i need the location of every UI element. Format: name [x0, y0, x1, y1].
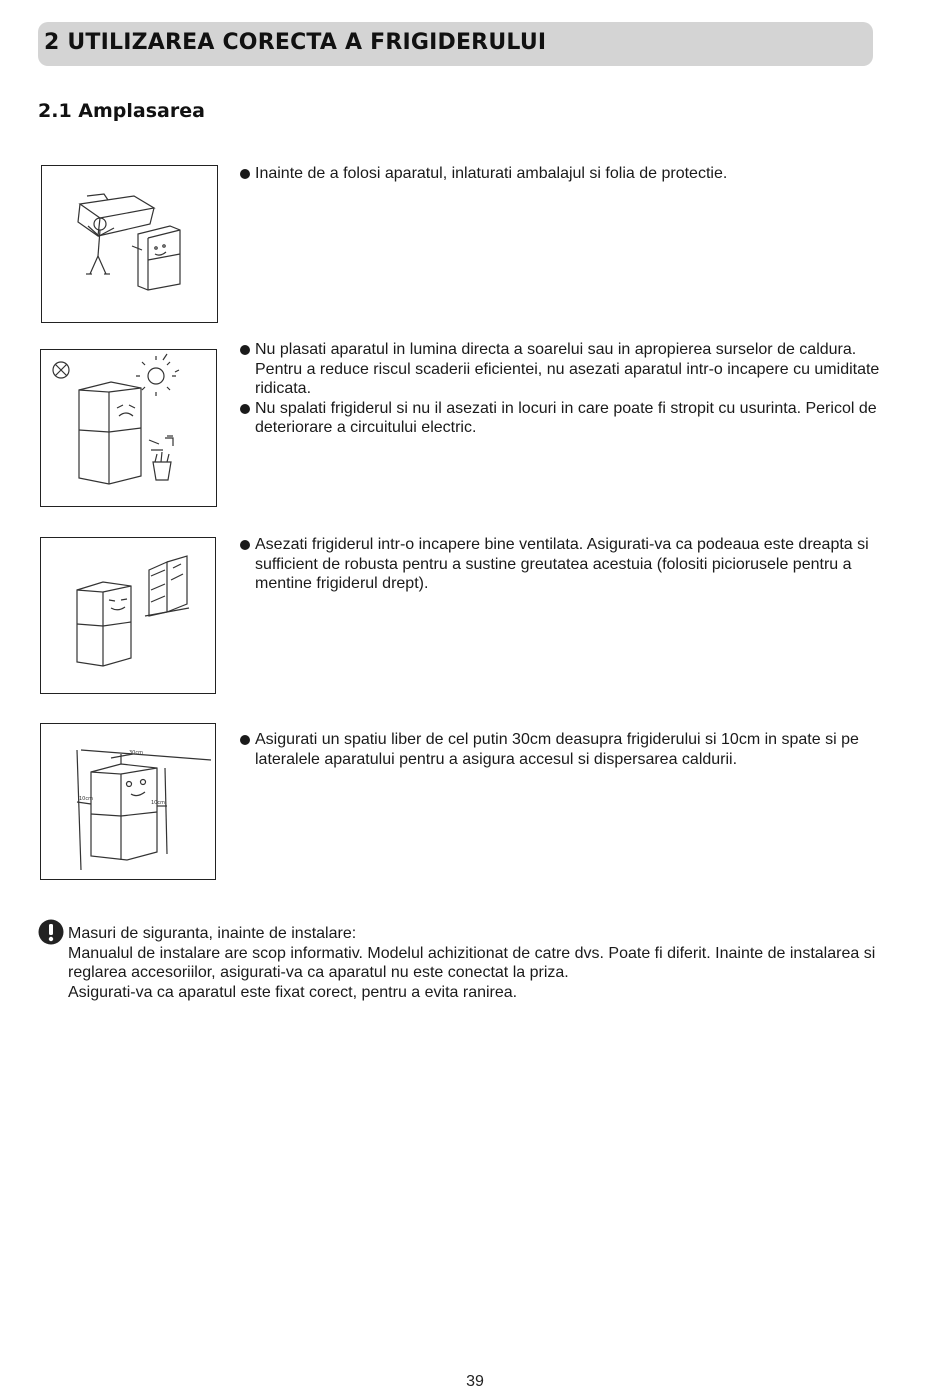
- subsection-title: 2.1 Amplasarea: [38, 100, 205, 122]
- page-number: 39: [466, 1373, 484, 1390]
- bullet-item: Nu plasati aparatul in lumina directa a soarelui sau in apropierea surselor de caldura. Pentru a reduce riscul scaderii eficientei, nu asezati aparatul intr-o incapere cu umiditate ridicata.: [240, 340, 880, 399]
- unpacking-illustration: [41, 165, 218, 323]
- bullet-item: Inainte de a folosi aparatul, inlaturati ambalajul si folia de protectie.: [240, 164, 880, 184]
- bullet-list: [240, 164, 880, 184]
- bullet-item: Nu spalati frigiderul si nu il asezati in locuri in care poate fi stropit cu usurinta. Pericol de deteriorare a circuitului electric.: [240, 399, 880, 438]
- ventilated-room-illustration: [40, 537, 216, 694]
- bullet-item: Asezati frigiderul intr-o incapere bine ventilata. Asigurati-va ca podeaua este dreapta si sufficient de robusta pentru a sustine greutatea acestuia (folositi piciorusele pentru a mentine frigiderul drept).: [240, 535, 880, 594]
- bullet-list: [240, 730, 880, 769]
- notice-line: Asigurati-va ca aparatul este fixat corect, pentru a evita ranirea.: [68, 983, 518, 1001]
- notice-heading: Masuri de siguranta, inainte de instalare:: [68, 925, 357, 942]
- notice-line: Manualul de instalare are scop informativ. Modelul achizitionat de catre dvs. Poate fi diferit. Inainte de instalarea si reglarea accesoriilor, asigurati-va ca aparatul nu este conectat la priza.: [68, 944, 876, 981]
- bullet-list: [240, 535, 880, 594]
- bullet-item: Asigurati un spatiu liber de cel putin 30cm deasupra frigiderului si 10cm in spate si pe lateralele aparatului pentru a asigura accesul si dispersarea caldurii.: [240, 730, 880, 769]
- section-header-bar: [38, 22, 873, 66]
- clearance-illustration: [40, 723, 216, 880]
- sun-and-water-prohibited-illustration: [40, 349, 217, 507]
- bullet-list: [240, 340, 880, 438]
- clearance-label-left: 10cm: [79, 796, 93, 802]
- safety-notice: [68, 924, 878, 1002]
- clearance-label-right: 10cm: [151, 800, 165, 806]
- exclamation-icon: [38, 919, 64, 945]
- section-title: 2 UTILIZAREA CORECTA A FRIGIDERULUI: [44, 30, 547, 55]
- clearance-label-top: 30cm: [129, 750, 143, 756]
